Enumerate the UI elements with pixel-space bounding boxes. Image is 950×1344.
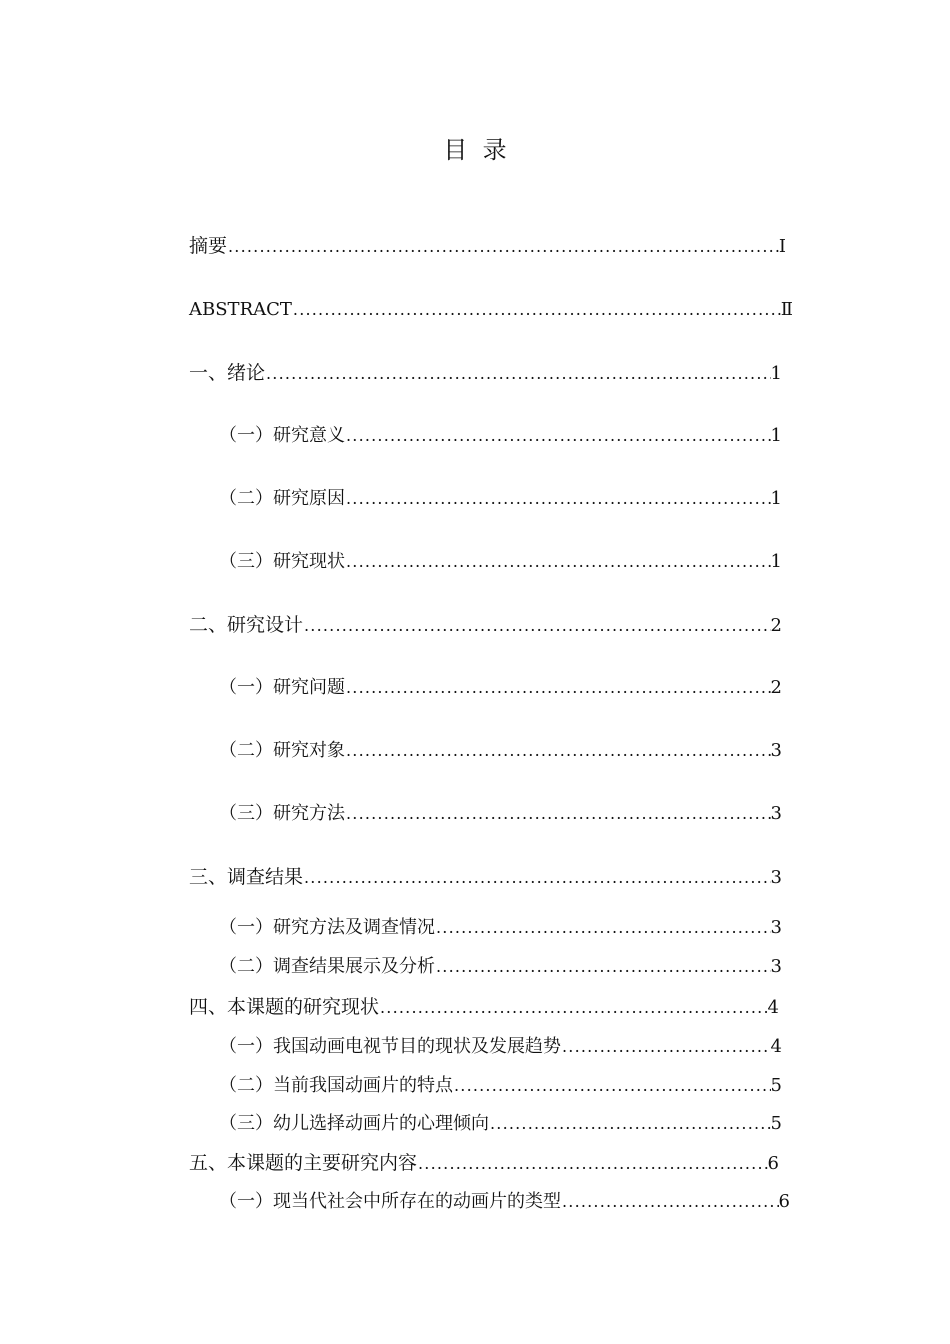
toc-entry-section-1-3[interactable] — [219, 548, 782, 576]
toc-page-number: 4 — [770, 1036, 782, 1057]
toc-page-number: 5 — [770, 1075, 782, 1096]
toc-entry-label: （二）研究对象 — [219, 740, 345, 761]
toc-dot-leader — [292, 296, 781, 324]
toc-entry-section-4-2[interactable] — [219, 1072, 782, 1100]
toc-entry-label: （三）研究方法 — [219, 803, 345, 824]
toc-page-number: 2 — [770, 677, 782, 698]
toc-entry-section-1-2[interactable] — [219, 485, 782, 513]
toc-page-number: 6 — [767, 1153, 779, 1174]
toc-entry-label: 三、调查结果 — [189, 866, 304, 888]
toc-page-number: 1 — [770, 363, 782, 384]
toc-page-number: 6 — [778, 1191, 790, 1212]
toc-entry-label: （二）调查结果展示及分析 — [219, 956, 435, 977]
toc-entry-label: （三）研究现状 — [219, 551, 345, 572]
toc-dot-leader — [417, 1150, 768, 1178]
toc-page-number: Ⅱ — [780, 299, 793, 320]
toc-dot-leader — [265, 360, 771, 388]
toc-dot-leader — [345, 800, 771, 828]
toc-dot-leader — [435, 953, 771, 981]
toc-entry-label: ABSTRACT — [189, 299, 292, 320]
toc-page-number: 3 — [770, 867, 782, 888]
toc-entry-label: （一）研究意义 — [219, 425, 345, 446]
toc-entry-label: （一）现当代社会中所存在的动画片的类型 — [219, 1191, 561, 1212]
toc-page-number: 1 — [770, 425, 782, 446]
toc-entry-label: 摘要 — [189, 235, 228, 257]
toc-dot-leader — [303, 612, 771, 640]
toc-page-number: 5 — [770, 1113, 782, 1134]
toc-dot-leader — [489, 1110, 771, 1138]
toc-entry-label: （一）研究方法及调查情况 — [219, 917, 435, 938]
toc-entry-label: 一、绪论 — [189, 362, 266, 384]
toc-entry-section-5-1[interactable] — [219, 1188, 790, 1216]
toc-entry-label: （三）幼儿选择动画片的心理倾向 — [219, 1113, 489, 1134]
toc-entry-chapter-2[interactable] — [189, 611, 782, 639]
toc-dot-leader — [345, 737, 771, 765]
toc-entry-section-2-3[interactable] — [219, 800, 782, 828]
toc-dot-leader — [561, 1033, 771, 1061]
toc-entry-label: 五、本课题的主要研究内容 — [189, 1152, 418, 1174]
toc-entry-label: （二）当前我国动画片的特点 — [219, 1075, 453, 1096]
toc-entry-section-4-3[interactable] — [219, 1110, 782, 1138]
toc-page-number: 4 — [767, 997, 779, 1018]
toc-entry-abstract-en[interactable] — [189, 296, 793, 324]
toc-entry-section-1-1[interactable] — [219, 422, 782, 450]
toc-page-number: 1 — [770, 551, 782, 572]
toc-entry-label: （二）研究原因 — [219, 488, 345, 509]
toc-page-number: 3 — [770, 740, 782, 761]
toc-page-number: 3 — [770, 956, 782, 977]
toc-entry-chapter-3[interactable] — [189, 863, 782, 891]
toc-dot-leader — [227, 233, 779, 261]
toc-entry-label: （一）研究问题 — [219, 677, 345, 698]
toc-entry-label: 二、研究设计 — [189, 614, 304, 636]
toc-entry-section-3-1[interactable] — [219, 914, 782, 942]
toc-page-number: 3 — [770, 803, 782, 824]
toc-dot-leader — [453, 1072, 771, 1100]
toc-entry-chapter-1[interactable] — [189, 359, 782, 387]
toc-entry-chapter-5[interactable] — [189, 1149, 779, 1177]
toc-dot-leader — [345, 422, 771, 450]
toc-entry-section-3-2[interactable] — [219, 953, 782, 981]
toc-entry-abstract-cn[interactable] — [189, 232, 786, 260]
toc-page-number: 2 — [770, 615, 782, 636]
toc-entry-label: 四、本课题的研究现状 — [189, 996, 380, 1018]
toc-dot-leader — [303, 864, 771, 892]
toc-dot-leader — [561, 1188, 779, 1216]
toc-page-number: 3 — [770, 917, 782, 938]
toc-dot-leader — [345, 548, 771, 576]
toc-dot-leader — [345, 674, 771, 702]
toc-page-number: Ⅰ — [778, 236, 786, 257]
toc-entry-section-2-1[interactable] — [219, 674, 782, 702]
toc-entry-chapter-4[interactable] — [189, 993, 779, 1021]
toc-entry-label: （一）我国动画电视节目的现状及发展趋势 — [219, 1036, 561, 1057]
toc-page-number: 1 — [770, 488, 782, 509]
toc-dot-leader — [435, 914, 771, 942]
toc-title: 目 录 — [443, 136, 507, 164]
toc-entry-section-4-1[interactable] — [219, 1033, 782, 1061]
toc-entry-section-2-2[interactable] — [219, 737, 782, 765]
toc-dot-leader — [379, 994, 768, 1022]
toc-dot-leader — [345, 485, 771, 513]
